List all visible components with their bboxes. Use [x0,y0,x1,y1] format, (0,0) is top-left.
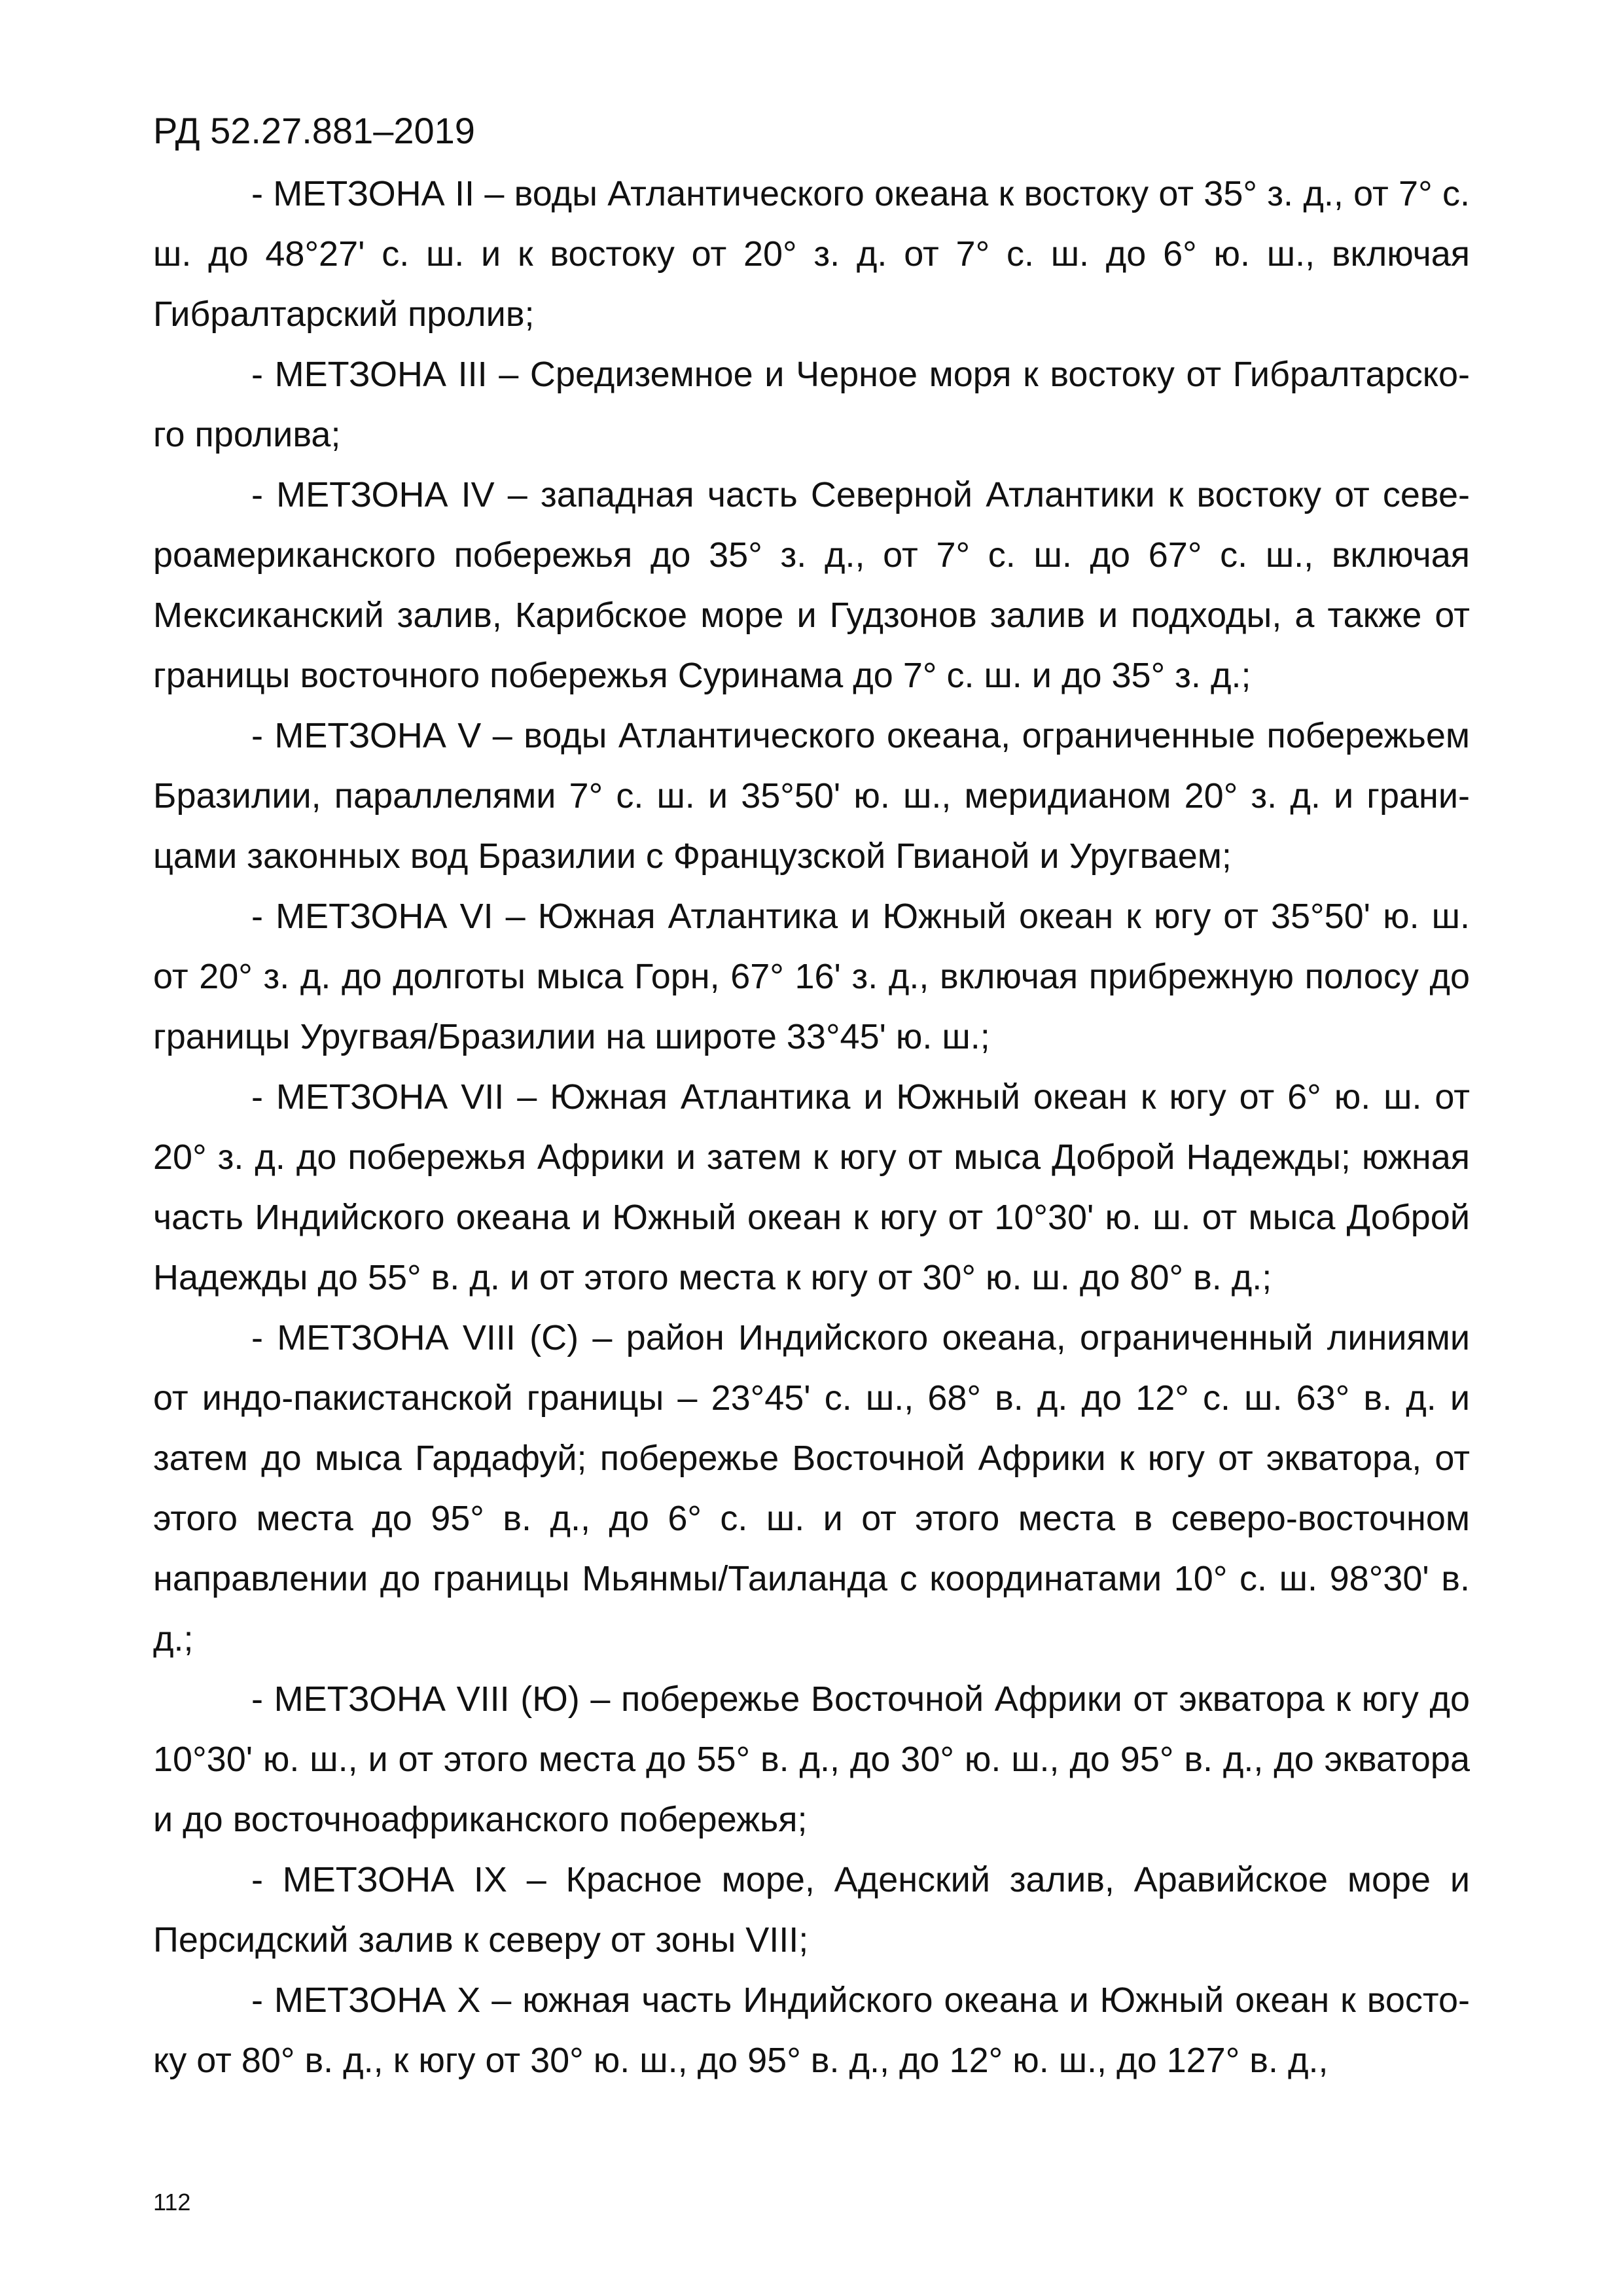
metzone-paragraph-vii: - МЕТЗОНА VII – Южная Атлантика и Южный океан к югу от 6° ю. ш. от 20° з. д. до побережья Африки и затем к югу от мыса Доброй Надежды; южная часть Индийского океана и Южный океан к югу от 10°30' ю. ш. от мыса Доброй Надежды до 55° в. д. и от этого места к югу от 30° ю. ш. до 80° в. д.; [153,1077,1470,1297]
document-body [153,164,1470,2090]
metzone-paragraph-ii: - МЕТЗОНА II – воды Атлантического океана к востоку от 35° з. д., от 7° с. ш. до 48°27' с. ш. и к востоку от 20° з. д. от 7° с. ш. до 6° ю. ш., включая Гибралтарский пролив; [153,174,1470,334]
document-code-header: РД 52.27.881–2019 [153,110,475,151]
metzone-paragraph-viii-south: - МЕТЗОНА VIII (Ю) – побережье Восточной Африки от экватора к югу до 10°30' ю. ш., и от этого места до 55° в. д., до 30° ю. ш., до 95° в. д., до экватора и до восточноафриканского побережья; [153,1679,1470,1839]
metzone-paragraph-viii-north: - МЕТЗОНА VIII (С) – район Индийского океана, ограниченный линиями от индо-пакистанской границы – 23°45' с. ш., 68° в. д. до 12° с. ш. 63° в. д. и затем до мыса Гардафуй; побережье Восточной Африки к югу от экватора, от этого места до 95° в. д., до 6° с. ш. и от этого места в северо-восточном направлении до границы Мьянмы/Таиланда с координатами 10° с. ш. 98°30' в. д.; [153,1318,1470,1659]
metzone-paragraph-v: - МЕТЗОНА V – воды Атлантического океана, ограниченные побережьем Бразилии, параллелями 7° с. ш. и 35°50' ю. ш., меридианом 20° з. д. и границами законных вод Бразилии с Французской Гвианой и Уругваем; [153,716,1470,876]
page-number: 112 [153,2189,191,2215]
metzone-paragraph-iv: - МЕТЗОНА IV – западная часть Северной Атлантики к востоку от североамериканского побережья до 35° з. д., от 7° с. ш. до 67° с. ш., включая Мексиканский залив, Карибское море и Гудзонов залив и подходы, а также от границы восточного побережья Суринама до 7° с. ш. и до 35° з. д.; [153,475,1470,695]
metzone-paragraph-iii: - МЕТЗОНА III – Средиземное и Черное моря к востоку от Гибралтарского пролива; [153,355,1470,454]
metzone-paragraph-ix: - МЕТЗОНА IX – Красное море, Аденский залив, Аравийское море и Персидский залив к северу от зоны VIII; [153,1860,1470,1960]
metzone-paragraph-vi: - МЕТЗОНА VI – Южная Атлантика и Южный океан к югу от 35°50' ю. ш. от 20° з. д. до долготы мыса Горн, 67° 16' з. д., включая прибрежную полосу до границы Уругвая/Бразилии на широте 33°45' ю. ш.; [153,897,1470,1056]
metzone-paragraph-x: - МЕТЗОНА X – южная часть Индийского океана и Южный океан к востоку от 80° в. д., к югу от 30° ю. ш., до 95° в. д., до 12° ю. ш., до 127° в. д., [153,1981,1470,2080]
